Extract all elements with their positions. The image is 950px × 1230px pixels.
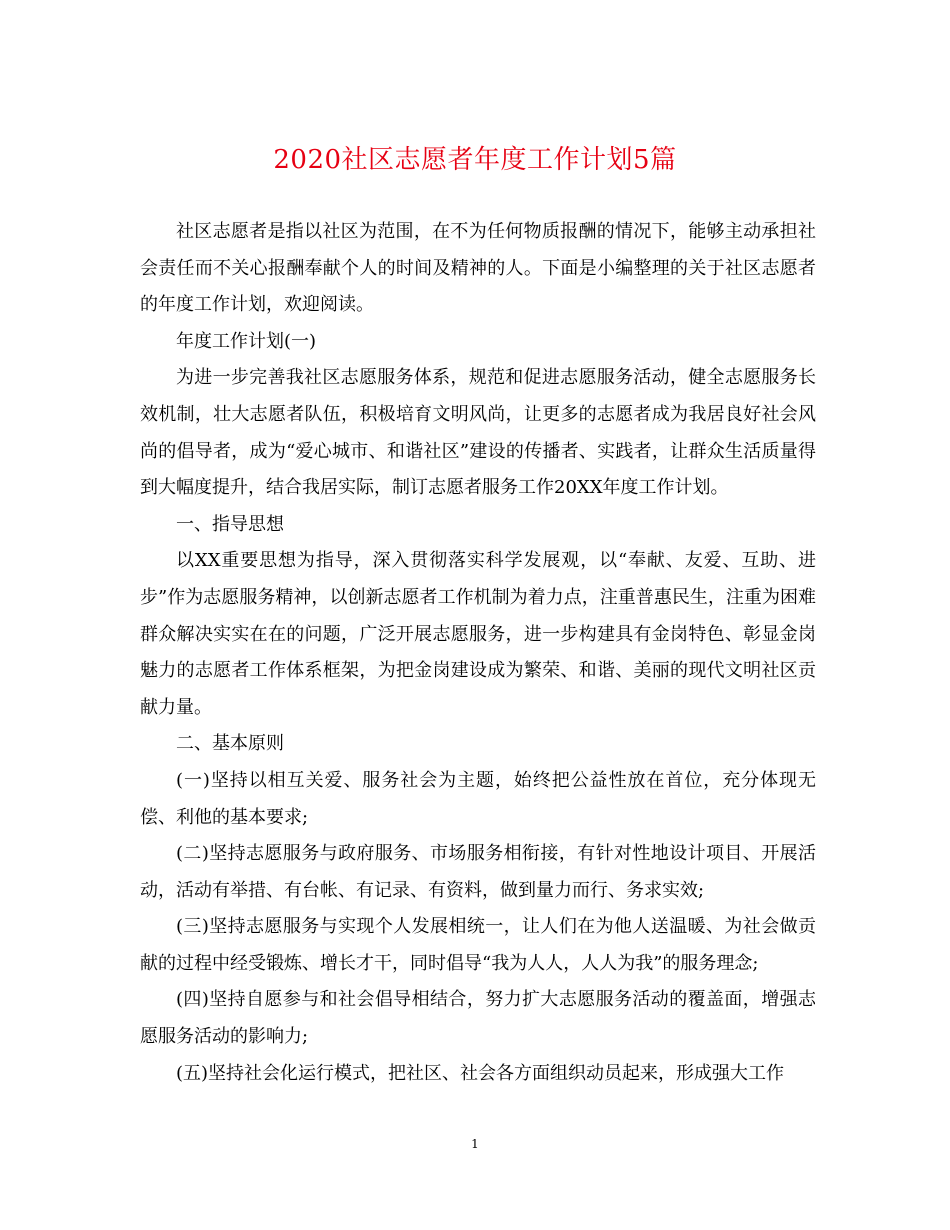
document-title: 2020社区志愿者年度工作计划5篇 — [273, 145, 677, 175]
paragraph-guiding-thought: 以XX重要思想为指导，深入贯彻落实科学发展观，以“奉献、友爱、互助、进步”作为志愿服务精神，以创新志愿者工作机制为着力点，注重普惠民生，注重为困难群众解决实实在在的问题，广泛开展志愿服务，进一步构建具有金岗特色、彰显金岗魅力的志愿者工作体系框架，为把金岗建设成为繁荣、和谐、美丽的现代文明社区贡献力量。 — [140, 550, 816, 718]
paragraph-principle-3: (三)坚持志愿服务与实现个人发展相统一，让人们在为他人送温暖、为社会做贡献的过程中经受锻炼、增长才干，同时倡导“我为人人，人人为我”的服务理念; — [140, 916, 816, 974]
section-heading-basic-principles: 二、基本原则 — [176, 733, 284, 755]
document-body — [140, 214, 816, 1092]
section-heading-guiding-thought: 一、指导思想 — [176, 513, 284, 535]
page-number: 1 — [471, 1137, 479, 1151]
paragraph-plan-purpose: 为进一步完善我社区志愿服务体系，规范和促进志愿服务活动，健全志愿服务长效机制，壮大志愿者队伍，积极培育文明风尚，让更多的志愿者成为我居良好社会风尚的倡导者，成为“爱心城市、和谐社区”建设的传播者、实践者，让群众生活质量得到大幅度提升，结合我居实际，制订志愿者服务工作20XX年度工作计划。 — [140, 367, 816, 499]
section-heading-plan-1: 年度工作计划(一) — [176, 330, 317, 352]
paragraph-principle-5: (五)坚持社会化运行模式，把社区、社会各方面组织动员起来，形成强大工作 — [176, 1062, 785, 1084]
paragraph-intro: 社区志愿者是指以社区为范围，在不为任何物质报酬的情况下，能够主动承担社会责任而不关心报酬奉献个人的时间及精神的人。下面是小编整理的关于社区志愿者的年度工作计划，欢迎阅读。 — [140, 221, 816, 316]
paragraph-principle-1: (一)坚持以相互关爱、服务社会为主题，始终把公益性放在首位，充分体现无偿、利他的基本要求; — [140, 769, 816, 828]
paragraph-principle-4: (四)坚持自愿参与和社会倡导相结合，努力扩大志愿服务活动的覆盖面，增强志愿服务活动的影响力; — [140, 989, 816, 1048]
paragraph-principle-2: (二)坚持志愿服务与政府服务、市场服务相衔接，有针对性地设计项目、开展活动，活动有举措、有台帐、有记录、有资料，做到量力而行、务求实效; — [140, 843, 816, 901]
